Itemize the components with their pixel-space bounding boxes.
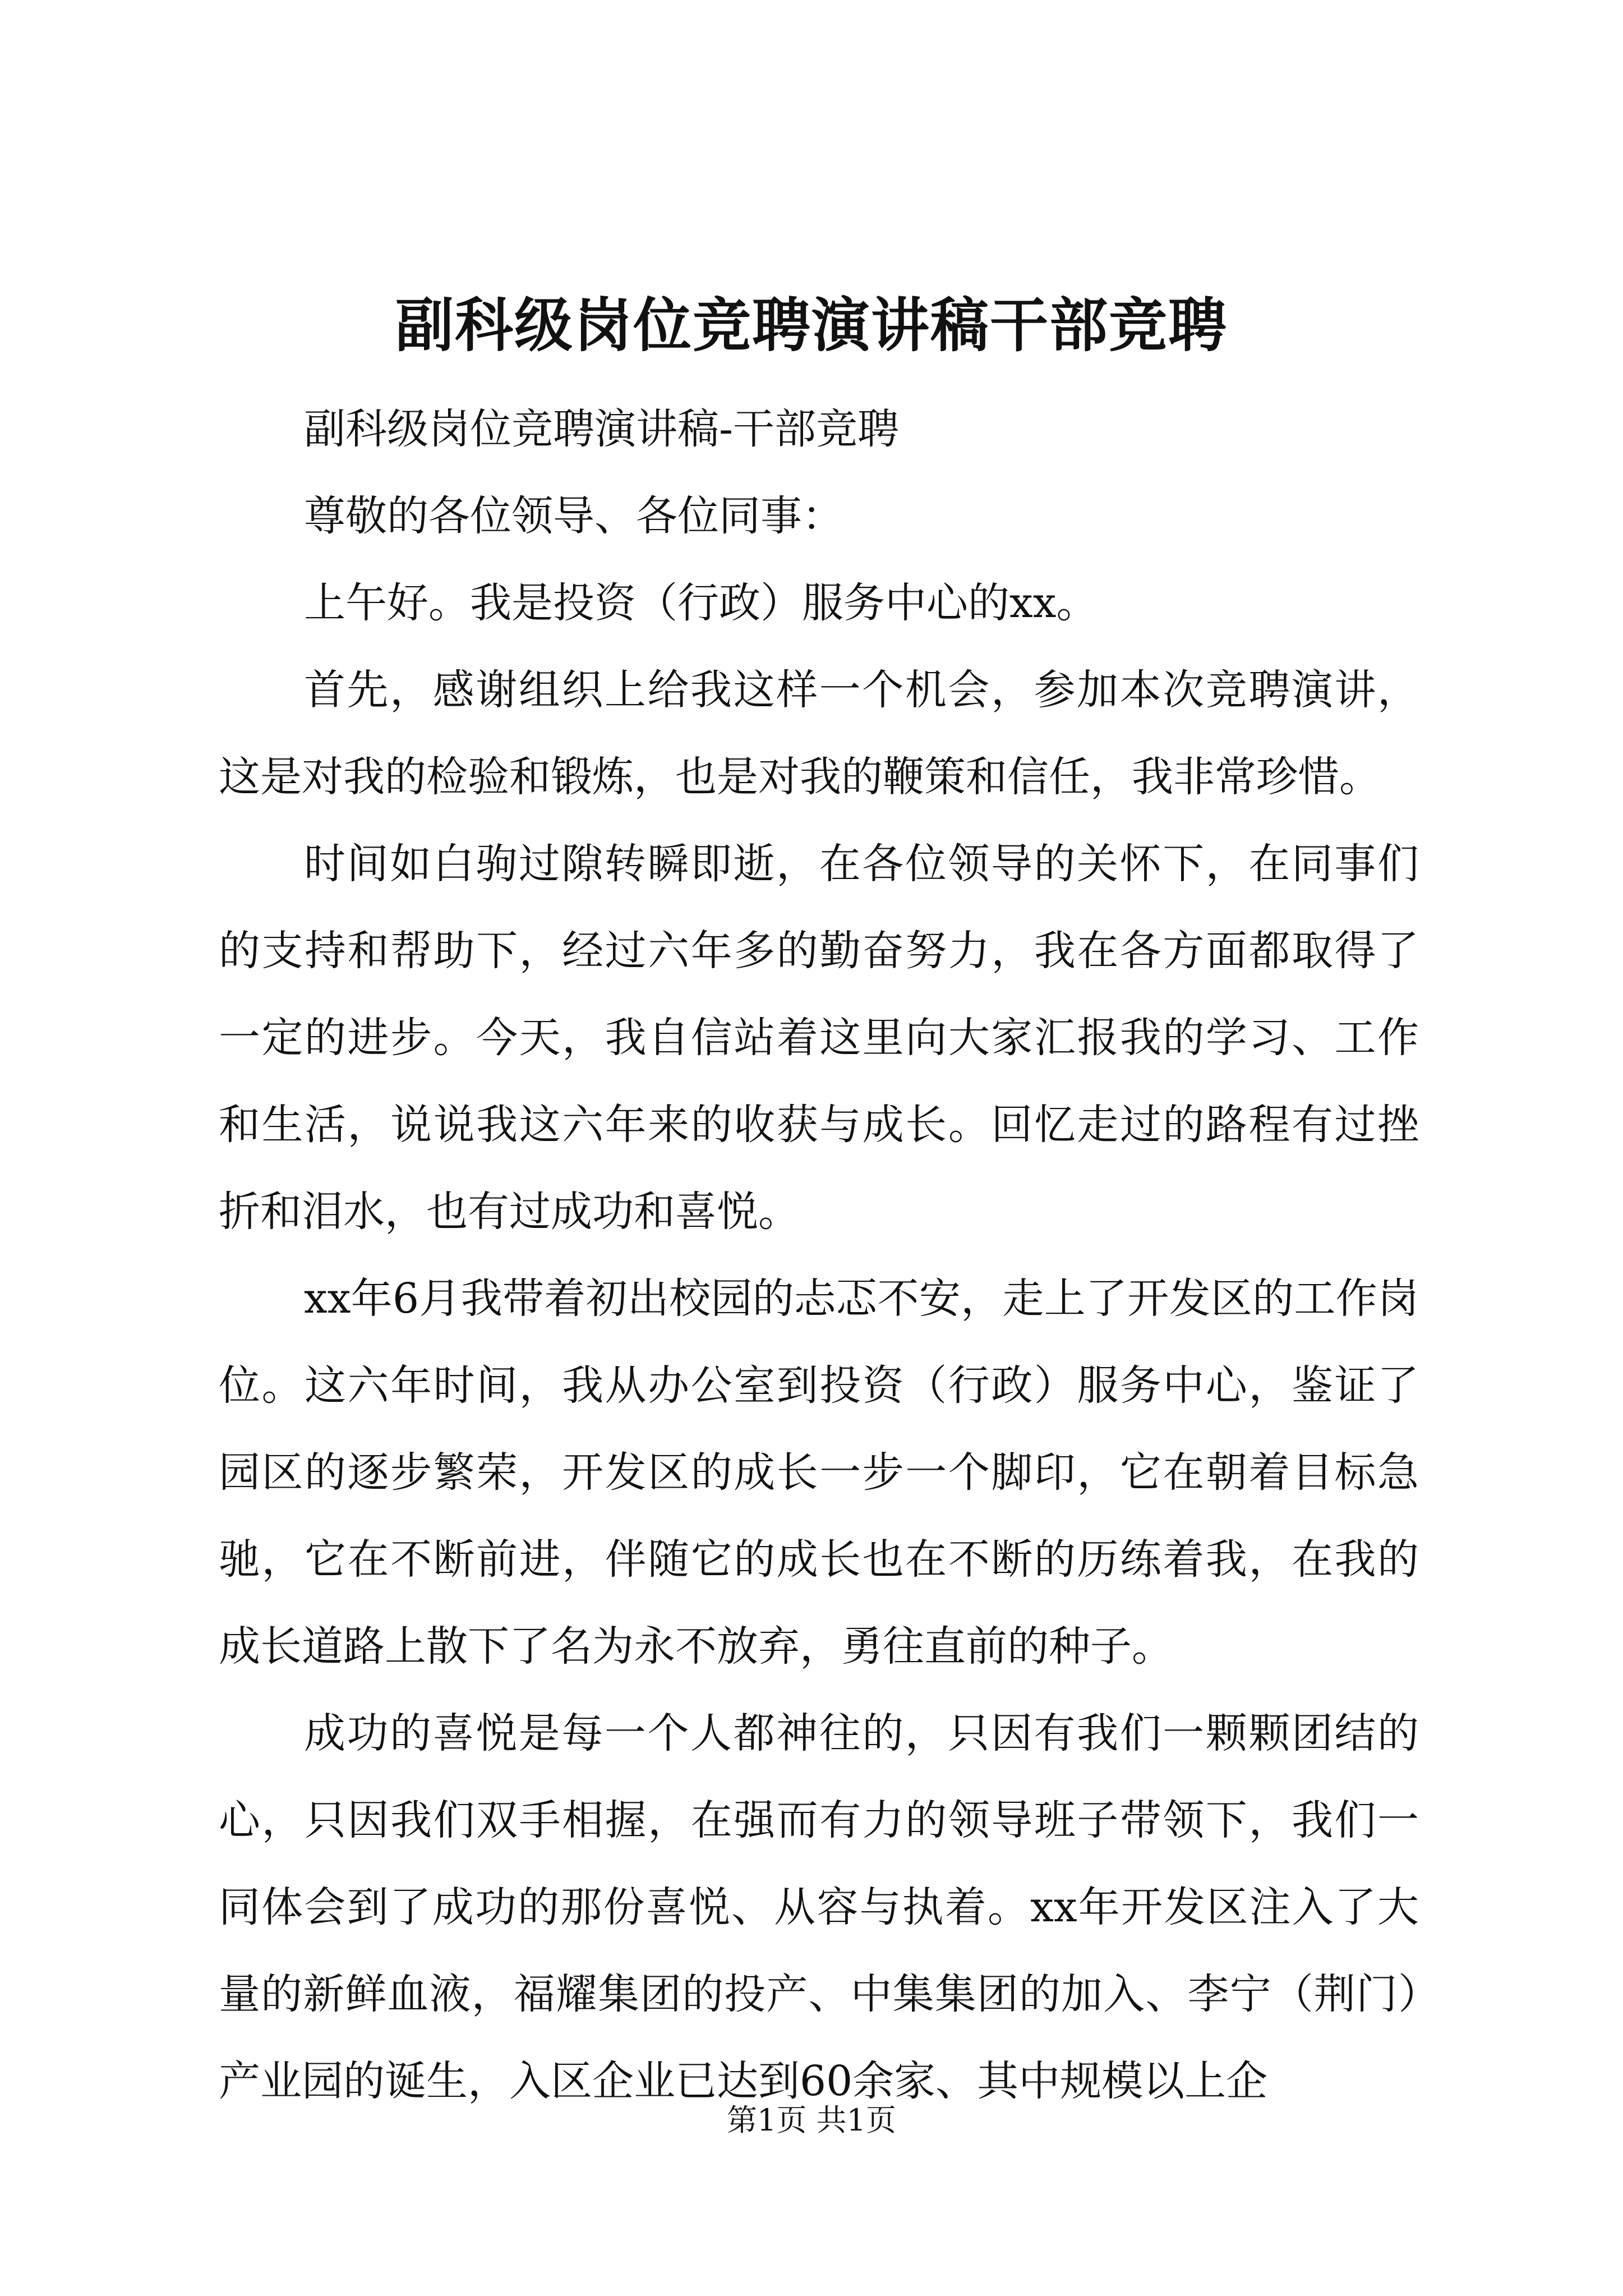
paragraph: xx年6月我带着初出校园的忐忑不安，走上了开发区的工作岗位。这六年时间，我从办公室到投资（行政）服务中心，鉴证了园区的逐步繁荣，开发区的成长一步一个脚印，它在朝着目标急驰，它在不断前进，伴随它的成长也在不断的历练着我，在我的成长道路上散下了名为永不放弃，勇往直前的种子。: [219, 1274, 1419, 1671]
paragraph: 时间如白驹过隙转瞬即逝，在各位领导的关怀下，在同事们的支持和帮助下，经过六年多的勤奋努力，我在各方面都取得了一定的进步。今天，我自信站着这里向大家汇报我的学习、工作和生活，说说我这六年来的收获与成长。回忆走过的路程有过挫折和泪水，也有过成功和喜悦。: [219, 840, 1419, 1236]
paragraph: 首先，感谢组织上给我这样一个机会，参加本次竞聘演讲，这是对我的检验和锻炼，也是对我的鞭策和信任，我非常珍惜。: [219, 666, 1419, 801]
page-footer: 第1页 共1页: [727, 2102, 896, 2138]
paragraph-greeting: 上午好。我是投资（行政）服务中心的xx。: [304, 579, 1098, 627]
paragraph-salutation: 尊敬的各位领导、各位同事：: [304, 492, 843, 540]
document-body: [219, 386, 1419, 2125]
paragraph-subtitle: 副科级岗位竞聘演讲稿-干部竞聘: [304, 405, 900, 453]
paragraph: 成功的喜悦是每一个人都神往的，只因有我们一颗颗团结的心，只因我们双手相握，在强而有力的领导班子带领下，我们一同体会到了成功的那份喜悦、从容与执着。xx年开发区注入了大量的新鲜血液，福耀集团的投产、中集集团的加入、李宁（荆门）产业园的诞生，入区企业已达到60余家、其中规模以上企: [219, 1709, 1419, 2105]
document-title: 副科级岗位竞聘演讲稿干部竞聘: [395, 291, 1228, 360]
